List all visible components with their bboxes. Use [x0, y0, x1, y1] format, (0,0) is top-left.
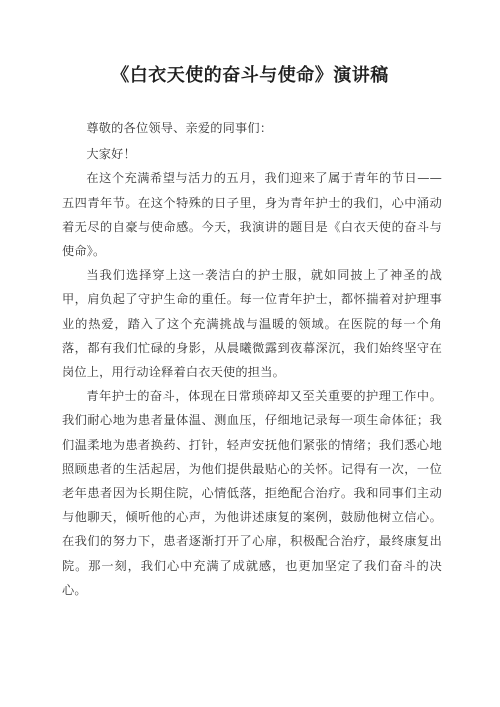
- greeting-paragraph: 大家好！: [86, 147, 136, 162]
- mission-paragraph: 当我们选择穿上这一袭洁白的护士服，就如同披上了神圣的战甲，肩负起了守护生命的重任。每一位青年护士，都怀揣着对护理事业的热爱，踏入了这个充满挑战与温暖的领域。在医院的每一个角落，都有我们忙碌的身影，从晨曦微露到夜幕深沉，我们始终坚守在岗位上，用行动诠释着白衣天使的担当。: [62, 268, 442, 380]
- document-title: 《白衣天使的奋斗与使命》演讲稿: [111, 65, 389, 86]
- struggle-paragraph: 青年护士的奋斗，体现在日常琐碎却又至关重要的护理工作中。我们耐心地为患者量体温、测血压，仔细地记录每一项生命体征；我们温柔地为患者换药、打针，轻声安抚他们紧张的情绪；我们悉心地照顾患者的生活起居，为他们提供最贴心的关怀。记得有一次，一位老年患者因为长期住院，心情低落，拒绝配合治疗。我和同事们主动与他聊天，倾听他的心声，为他讲述康复的案例，鼓励他树立信心。在我们的努力下，患者逐渐打开了心扉，积极配合治疗，最终康复出院。那一刻，我们心中充满了成就感，也更加坚定了我们奋斗的决心。: [62, 389, 442, 597]
- salutation-paragraph: 尊敬的各位领导、亲爱的同事们：: [86, 121, 273, 135]
- document-body: [62, 116, 442, 602]
- intro-paragraph: 在这个充满希望与活力的五月，我们迎来了属于青年的节日——五四青年节。在这个特殊的日子里，身为青年护士的我们，心中涌动着无尽的自豪与使命感。今天，我演讲的题目是《白衣天使的奋斗与使命》。: [62, 171, 442, 259]
